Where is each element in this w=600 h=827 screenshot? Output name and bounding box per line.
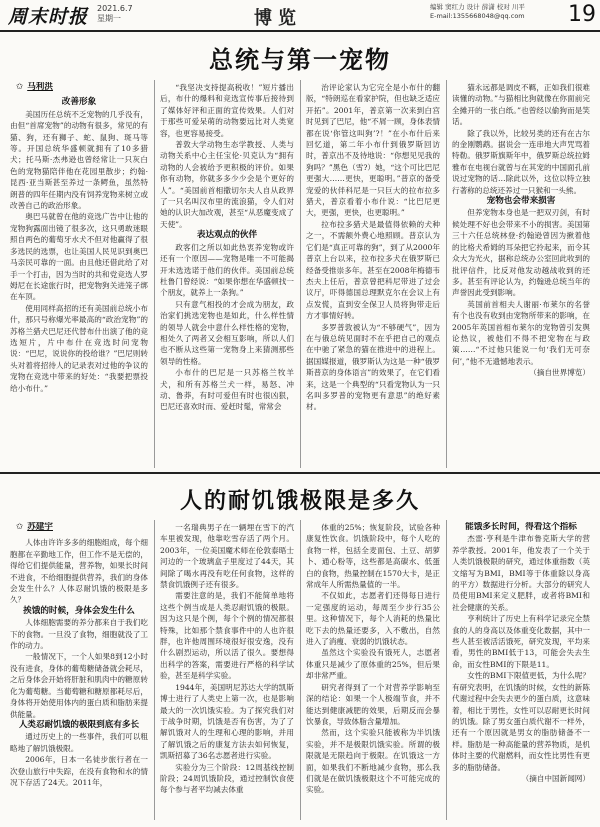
paragraph: 虽然这个实验没有饿死人，志愿者体重只是减少了原体重的25%，但后果却非常严重。	[306, 648, 440, 681]
paragraph: 不仅如此，志愿者们还得每日进行一定强度的运动，每周至少步行35公里。这种情况下，每个人消耗的热量比吃下去的热量还要多，入不敷出，自然进入了消瘦、衰弱的饥饿状态。	[306, 591, 440, 647]
subheading: 宠物也会带来损害	[486, 196, 556, 207]
paragraph: 研究者得到了一个对营养学影响至深的结论：如果一个人极端节食，并不能达到健康减肥的效果，后期反而会暴饮暴食，导致体脂含量增加。	[306, 682, 440, 726]
article-1-column-2	[160, 82, 294, 468]
subheading: 人类忍耐饥饿的极限到底有多长	[18, 719, 140, 730]
paragraph: 实验分为三个阶段：12周基线控制阶段；24周饥饿阶段，通过控制饮食使每个参与者平均减去体重	[160, 762, 294, 795]
paragraph: 多罗普敦被认为“不够硬气”，因为在与俄总统见面时不在乎把自己的观点在中驰了紧急的猫在推进中的进程上。据国媒报道，俄罗斯认为这是一种“俄罗斯普京的身体语言”的效果了，在它们看来，这是一个典型的“只看宠物认为一只名叫多罗普的宠物更有意思”的绝好素材。	[306, 322, 440, 412]
star-icon: ✩	[16, 522, 24, 532]
paragraph: 但养宠物本身也是一把双刃剑，有时候处理不好也会带来不小的损害。美国第三十六任总统林登·约翰逊曾因为揪着他的比格犬希姆的耳朵把它拎起来，而令其众大为光火，据称总统办公室回此收到的批评信件，比反对他发动越战收到的还多。甚至有评论认为，约翰逊总统当年的声誉因此受到影响。	[452, 208, 590, 298]
editor-email: E-mail:1355668048@qq.com	[430, 12, 525, 20]
subheading: 改善形象	[61, 97, 97, 108]
paragraph: 只有意气相投的才会成为朋友，政治家们挑选宠物也是如此，什么样性情的领导人就会中意什么样性格的宠物，相处久了两者又会相互影响，所以人们也不断从这些第一宠物身上来猜测那些领导的性格。	[160, 299, 294, 366]
article-2-column-2	[160, 522, 294, 822]
subheading: 表达观点的伙伴	[196, 230, 258, 241]
subheading: 挨饿的时候，身体会发生什么	[23, 605, 135, 616]
paragraph: 人体由许许多多的细胞组成，每个细胞都在辛勤地工作，但工作不是无偿的，得给它们提供能量，营养物，如果长时间不进食，不给细胞提供营养，我们的身体会发生什么？人体忍耐饥饿的极限是多久？	[10, 538, 148, 605]
paragraph: 猫永远都是调皮不羁，正如我们很难读懂的动物。”与猫相比狗就像在你面前完全摊开的一张白纸。”也曾经以偷狗而是笑话。	[452, 83, 590, 127]
paragraph: 亨利统计了历史上有科学记录完全禁食的人的身高以及体重变化数据，其中一些人甚至被活活饿死，研究发现，平均来看，男性的BMI低于13，可能会失去生命，而女性BMI的下限是11。	[452, 614, 590, 669]
star-icon: ✩	[16, 82, 24, 92]
issue-weekday: 星期一	[97, 14, 121, 23]
article-2-column-4	[452, 522, 590, 822]
paragraph: 一般情况下，一个人如果8到12小时没有进食，身体的葡萄糖储备就会耗尽，之后身体会开始将肝脏和肌肉中的糖原转化为葡萄糖。当葡萄糖和糖原都耗尽后，身体将开始使用体内的蛋白质和脂肪来提供能量。	[10, 652, 148, 719]
paragraph: 1944年，美国明尼苏达大学的凯斯博士进行了人类史上第一次，也是影响最大的一次饥饿实验。为了探究我们对于战争时期，饥饿是否有伤害，为了了解饥饿对人的生理和心理的影响，并用了解饥饿之后的康复方法去如何恢复，凯斯招募了36名志愿者进行实验。	[160, 682, 294, 761]
section-title: 博览	[254, 8, 302, 29]
paragraph: 然而，这个实验只能被称为半饥饿实验，并不是极限饥饿实验。所谓的极限就是无限趋向于极限。在饥饿这一方面，如果我们不断地减少食物，那么我们就是在做饥饿极限这个不可能完成的实验。	[306, 728, 440, 795]
editor-names: 编辑 窦红力 设计 薛潇 校对 川平	[430, 3, 525, 11]
section-divider	[0, 472, 600, 474]
paragraph: 一名瑞典男子在一辆埋在雪下的汽车里被发现，他靠吃雪存活了两个月。2003年，一位美国魔术师在伦敦泰晤士河边的一个玻璃盒子里度过了44天，其间除了喝水再没有吃任何食物，这样的禁食饥饿例子还有很多。	[160, 523, 294, 590]
article-1-title: 总统与第一宠物	[209, 46, 391, 74]
issue-date: 2021.6.7	[97, 4, 133, 13]
paragraph: 人体细胞需要的养分都来自于我们吃下的食物。一旦没了食物，细胞就没了工作的动力。	[10, 618, 148, 651]
paragraph: 治评论家认为它完全是小布什的翻版，“特朗巡在看家护院，但也缺乏适应开拓”。2001年，普京第一次来到白宫时见到了巴尼，他“不屑一顾，身体表情都在说‘你管这叫狗’?！”在小布什后来回忆道，第二年小布什到俄罗斯回访时，普京出不及待地说：“你想见见我的狗吗？”黑色（雪?）她，“这个可比巴尼更强大……更快，更聪明。”普京的备受宠爱的伙伴科尼是一只巨大的拉布拉多猎犬，普京看着小布什说：“比巴尼更大，更强，更快，也更聪明。”	[306, 83, 440, 218]
paragraph: 使用同样高招的还有美国前总统小布什，那只号称爆光率最高的“政治宠物”的苏格兰猎犬巴尼还代替布什出演了他的竞选短片，片中布什在竞选时问宠物说：“巴尼，说说你的投给谁？”巴尼则转头对着将招待人的记录表对过他的争议的宠物在竞选中带来的好处：“我要把票投给小布什。”	[10, 303, 148, 393]
column-divider	[154, 80, 155, 468]
author-name: 苏建宇	[27, 522, 53, 532]
subheading: 能饿多长时间，得看这个指标	[465, 522, 577, 532]
paragraph: 需要注意的是，我们不能简单地将这些个例当成是人类忍耐饥饿的极限。因为这只是个例，每个个例的情况都很特殊，比如那个禁食事件中的人也许很胖，也许他周围环境很好很安逸，没有什么剧烈运动，所以活了很久。要想得出科学的答案，需要进行严格的科学试验，甚至是科学实验。	[160, 591, 294, 681]
source-credit: （摘自世界博览）	[529, 368, 590, 378]
paragraph: 拉布拉多猎犬是最值得依赖的犬种之一，不需额外费心地照顾。普京认为它们是“真正可靠的狗”，到了从2000年普京上台以来，拉布拉多犬在俄罗斯已经备受推崇多年。甚至在2008年梅德韦杰夫上任后，普京曾把科尼带进了过会议厅，吓得德国总理默克尔在会议上有点发慌，直到安全保卫人员将狗带走后方才事情好转。	[306, 219, 440, 321]
paragraph: 女性的BMI下限值更低，为什么呢？有研究表明，在饥饿的时候，女性的新陈代谢过程中会失去更少的蛋白质，这意味着，相比于男性，女性可以忍耐更长时间的饥饿。除了男女蛋白质代谢不一样外，还有一个原因就是男女的脂肪储备不一样。脂肪是一种高能量的营养物质，是机体时主要的代谢燃料，而女性比男性有更多的脂肪储备。	[452, 671, 590, 772]
paragraph: 英国前首相夫人谢丽·布莱尔的名誉有个也没有收到由宠物所带来的影响，在2005年英国首相布莱尔的宠物曾引发舆论热议，被他们不得不把宠物在与政策……“不过他只能说一句‘我们无可奈何’，”他不无遗憾地表示。	[452, 299, 590, 366]
column-divider	[446, 520, 447, 820]
paragraph: 奥巴马就曾在他的竞选广告中让他的宠物狗露面出镜了很多次，这只勇敢迷眼照自两色的葡萄牙水犬不但对他赢得了很多选民的选票，也让美国人民见识到奥巴马亲民可靠的一面。由且他还借此给了对手一个打击，因为当时的共和党竞选人罗姆尼在长途旅行时，把宠物狗关进笼子绑在车顶。	[10, 212, 148, 302]
paragraph: 普敦大学动物生态学教授、人类与动物关系中心主任宝伦·贝克认为“拥有动物的人会被给予更积极的评价。如果你有动物，你就多多少少会是个更好的人”。“美国前首相撒切尔夫人自从政界了一只名叫汉布里的流浪猫，令人们对她的认识大加改观，甚至“从恶魔变成了天使”。	[160, 140, 294, 229]
author-name: 马利洪	[27, 82, 53, 92]
column-divider	[300, 520, 301, 820]
article-1-column-1	[10, 82, 148, 468]
paragraph: “我坚决支持提高税收！”短片播出后，布什的爆料和竞选宣传事后接待到了媒体好评和正面的宣传效果。人们对于那些可爱呆萌的动物要远比对人类宽容，也更容易接受。	[160, 83, 294, 138]
paragraph: 2006年，日本一名徒步旅行者在一次登山旅行中失踪，在没有食物和水的情况下存活了24天。2011年，	[10, 755, 148, 787]
article-2-column-1	[10, 522, 148, 822]
paragraph: 除了我以外，比较另类的还有在古尔的金刚鹦鹉。据说会一连串地大声咒骂着特勒。俄罗斯旗斯年中，俄罗斯总统拉姆雅布在电视台就曾与在其宠的中国面孔前说过宠物的话…除此以外，这位以特立独行著称的总统还养过一只猴和一头熊。	[452, 128, 590, 195]
column-divider	[154, 520, 155, 820]
editor-credits	[430, 3, 525, 21]
paragraph: 政客们之所以如此热衷养宠物或许还有一个原因——宠物是唯一不可能揭开未选选诺于他们的伙伴。美国前总统杜鲁门曾经说：“如果你想在华盛顿找一个朋友，就养上一条狗。”	[160, 242, 294, 298]
paragraph: 美国历任总统不乏宠物的几乎没有，由但“首席宠物”的动物有很多，常见的有猫、狗，还有狮子、蛇、鼠狗、斑马等等。开国总统华盛顿就拥有了10多猎犬；托马斯·杰弗逊也曾经常让一只灰白色的宠物猫陪伴他在花园里散步；约翰·昆西·亚当斯甚至养过一条鳄鱼，虽然特朗普的四年任期内没有饲养宠物来树立或改善自己的政治形象。	[10, 109, 148, 211]
paragraph: 小布什的巴尼是一只苏格兰牧羊犬，和所有苏格兰犬一样，易怒、冲动、鲁莽，有时可爱但有时也很凶狠，巴尼还喜欢时而、爱赶时髦，常常会	[160, 368, 294, 412]
masthead-logo: 周末时报	[8, 6, 89, 28]
article-1-column-4	[452, 82, 590, 468]
column-divider	[300, 80, 301, 468]
source-credit: （摘自中国新闻网）	[521, 773, 590, 783]
paragraph: 通过历史上的一些事件，我们可以粗略地了解饥饿极限。	[10, 732, 148, 753]
article-1-column-3	[306, 82, 440, 468]
article-2-column-3	[306, 522, 440, 822]
paragraph: 体重的25%；恢复阶段，试验各种康复性饮食。饥饿阶段中，每个人吃的食物一样，包括全麦面包、土豆、胡萝卜、通心粉等，这些都是高碳水、低蛋白的食物，热量控制在1570大卡，是正常成年人所需热量值的一半。	[306, 523, 440, 590]
article-2-author	[16, 522, 148, 533]
paragraph: 杰雷·亨利是牛津布鲁克斯大学的营养学教授。2001年，他发表了一个关于人类饥饿极限的研究，通过体重指数（英文缩写为BMI，BMI等于体重除以身高的平方）数据进行分析。大部分的研究人员使用BMI来定义肥胖，或者将BMI和社会健康的关系。	[452, 534, 590, 612]
column-divider	[446, 80, 447, 468]
article-1-author	[16, 82, 148, 93]
article-2-title: 人的耐饥饿极限是多久	[179, 489, 420, 514]
issue-date-block	[97, 4, 133, 24]
page-number: 19	[568, 2, 596, 27]
page-header	[0, 0, 600, 32]
